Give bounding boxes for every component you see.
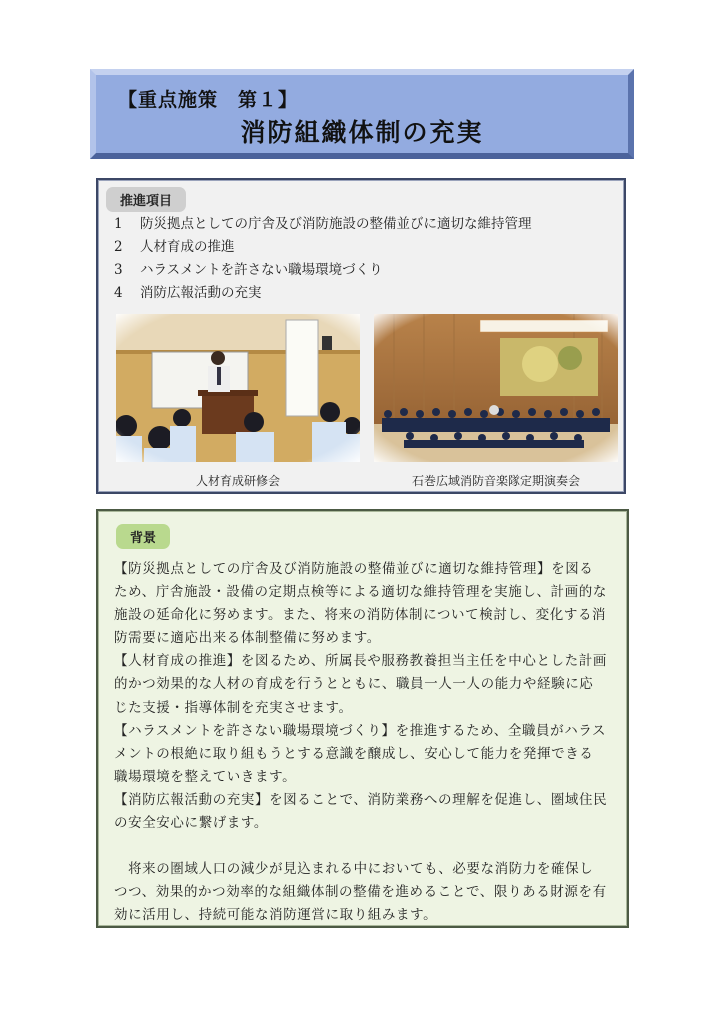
training-seminar-photo [116, 314, 360, 462]
closing-line: つつ、効果的かつ効率的な組織体制の整備を進めることで、限りある財源を有 [114, 884, 607, 901]
text-line: 的かつ効果的な人材の育成を行うとともに、職員一人一人の能力や経験に応 [114, 676, 594, 693]
photo-caption-training: 人材育成研修会 [195, 474, 280, 488]
list-item [114, 213, 532, 236]
title-banner [90, 69, 634, 159]
list-item [114, 282, 532, 305]
page-title: 消防組織体制の充実 [240, 118, 484, 147]
text-line: 防需要に適応出来る体制整備に努めます。 [114, 630, 381, 647]
closing-line: 将来の圏域人口の減少が見込まれる中においても、必要な消防力を確保し [128, 861, 594, 878]
text-line: 施設の延命化に努めます。また、将来の消防体制について検討し、変化する消 [114, 607, 607, 624]
promotion-items-list [114, 213, 532, 305]
text-line: 【ハラスメントを許さない職場環境づくり】を推進するため、全職員がハラス [114, 722, 607, 739]
background-heading: 背景 [116, 524, 170, 549]
promotion-items-box [96, 178, 626, 494]
concert-illustration [374, 314, 618, 462]
text-line: 【防災拠点としての庁舎及び消防施設の整備並びに適切な維持管理】を図る [114, 561, 594, 577]
list-item [114, 236, 532, 259]
promotion-items-heading: 推進項目 [106, 187, 186, 212]
item-number: 4 [114, 285, 123, 301]
item-number: 1 [114, 216, 123, 232]
list-item [114, 259, 532, 282]
item-number: 2 [114, 239, 123, 255]
item-text: ハラスメントを許さない職場環境づくり [140, 262, 383, 278]
paragraph-gap [114, 835, 618, 858]
text-line: 職場環境を整えていきます。 [114, 768, 297, 785]
item-number: 3 [114, 262, 123, 278]
item-text: 人材育成の推進 [140, 239, 235, 255]
banner-subtitle: 【重点施策 第１】 [118, 89, 299, 111]
text-line: の安全安心に繋げます。 [114, 815, 269, 832]
fire-band-concert-photo [374, 314, 618, 462]
photo-caption-concert: 石巻広域消防音楽隊定期演奏会 [411, 474, 580, 488]
background-box [96, 509, 629, 928]
item-text: 消防広報活動の充実 [140, 285, 262, 301]
text-line: 【人材育成の推進】を図るため、所属長や服務教養担当主任を中心とした計画 [114, 653, 607, 670]
training-seminar-illustration [116, 314, 360, 462]
text-line: ため、庁舎施設・設備の定期点検等による適切な維持管理を実施し、計画的な [114, 584, 607, 601]
text-line: メントの根絶に取り組もうとする意識を醸成し、安心して能力を発揮できる [114, 745, 594, 762]
background-text [114, 558, 618, 927]
item-text: 防災拠点としての庁舎及び消防施設の整備並びに適切な維持管理 [140, 216, 532, 232]
closing-line: 効に活用し、持続可能な消防運営に取り組みます。 [114, 907, 438, 924]
text-line: 【消防広報活動の充実】を図ることで、消防業務への理解を促進し、圏域住民 [114, 791, 608, 808]
text-line: じた支援・指導体制を充実させます。 [114, 699, 353, 716]
